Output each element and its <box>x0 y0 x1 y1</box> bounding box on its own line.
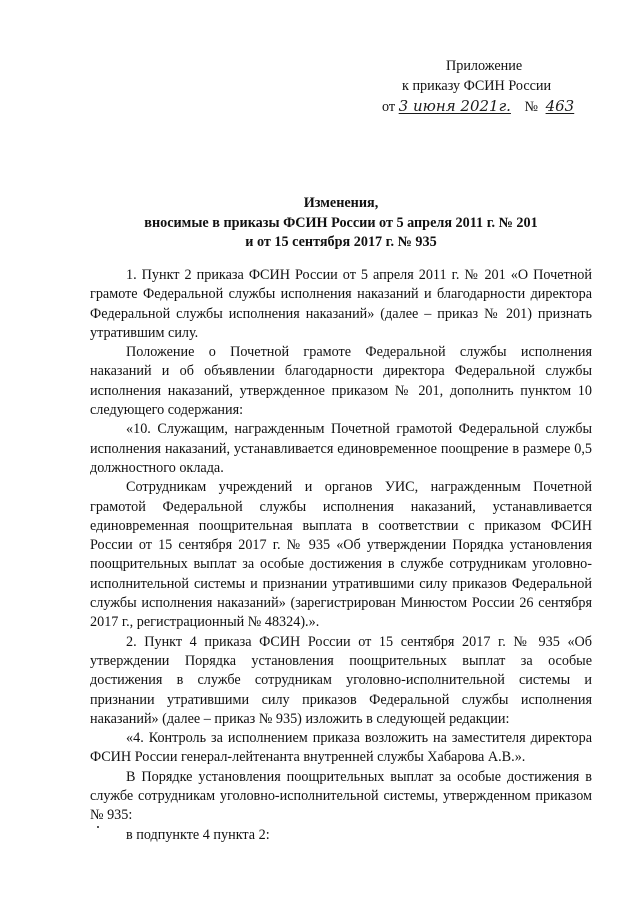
handwritten-date: 3 июня 2021г. <box>398 97 511 115</box>
paragraph: «4. Контроль за исполнением приказа возложить на заместителя директора ФСИН России генерал-лейтенанта внутренней службы Хабарова А.В.». <box>90 730 592 766</box>
appendix-header <box>382 56 602 117</box>
title-line-2: вносимые в приказы ФСИН России от 5 апреля 2011 г. № 201 <box>144 214 538 231</box>
appendix-order-ref: к приказу ФСИН России <box>402 78 552 94</box>
paragraph: 2. Пункт 4 приказа ФСИН России от 15 сентября 2017 г. № 935 «Об утверждении Порядка установления поощрительных выплат за особые достижения в службе сотрудникам уголовно-исполнительной системы и признании утратившими силу приказов Федеральной службы исполнения наказаний» (далее – приказ № 935) изложить в следующей редакции: <box>90 633 592 727</box>
document-title <box>90 194 592 253</box>
title-line-3: и от 15 сентября 2017 г. № 935 <box>245 234 437 250</box>
paragraph: «10. Служащим, награжденным Почетной грамотой Федеральной службы исполнения наказаний, устанавливается единовременное поощрение в размере 0,5 должностного оклада. <box>90 421 592 476</box>
paragraph: Положение о Почетной грамоте Федеральной службы исполнения наказаний и об объявлении благодарности директора Федеральной службы исполнения наказаний, утвержденное приказом № 201, дополнить пунктом 10 следующего содержания: <box>90 344 592 419</box>
scan-speck <box>97 826 99 828</box>
paragraph: В Порядке установления поощрительных выплат за особые достижения в службе сотрудникам уголовно-исполнительной системы, утвержденном приказом № 935: <box>90 768 592 824</box>
paragraph: Сотрудникам учреждений и органов УИС, награжденным Почетной грамотой Федеральной службы исполнения наказаний, устанавливается единовременная поощрительная выплата в соответствии с приказом ФСИН России от 15 сентября 2017 г. № 935 «Об утверждении Порядка установления поощрительных выплат за особые достижения в службе сотрудникам уголовно-исполнительной системы и признании утратившими силу приказов Федеральной службы исполнения наказаний» (зарегистрирован Минюстом России 26 сентября 2017 г., регистрационный № 48324).». <box>90 479 592 631</box>
paragraph: 1. Пункт 2 приказа ФСИН России от 5 апреля 2011 г. № 201 «О Почетной грамоте Федеральной службы исполнения наказаний и благодарности директора Федеральной службы исполнения наказаний» (далее – приказ № 201) признать утратившим силу. <box>90 267 592 341</box>
number-prefix: № <box>524 99 539 115</box>
appendix-date-line <box>382 96 602 117</box>
document-body <box>90 266 592 845</box>
paragraph: в подпункте 4 пункта 2: <box>126 826 270 843</box>
handwritten-number: 463 <box>545 97 575 115</box>
date-prefix: от <box>382 99 396 115</box>
title-line-1: Изменения, <box>303 195 379 211</box>
appendix-label: Приложение <box>446 58 523 74</box>
